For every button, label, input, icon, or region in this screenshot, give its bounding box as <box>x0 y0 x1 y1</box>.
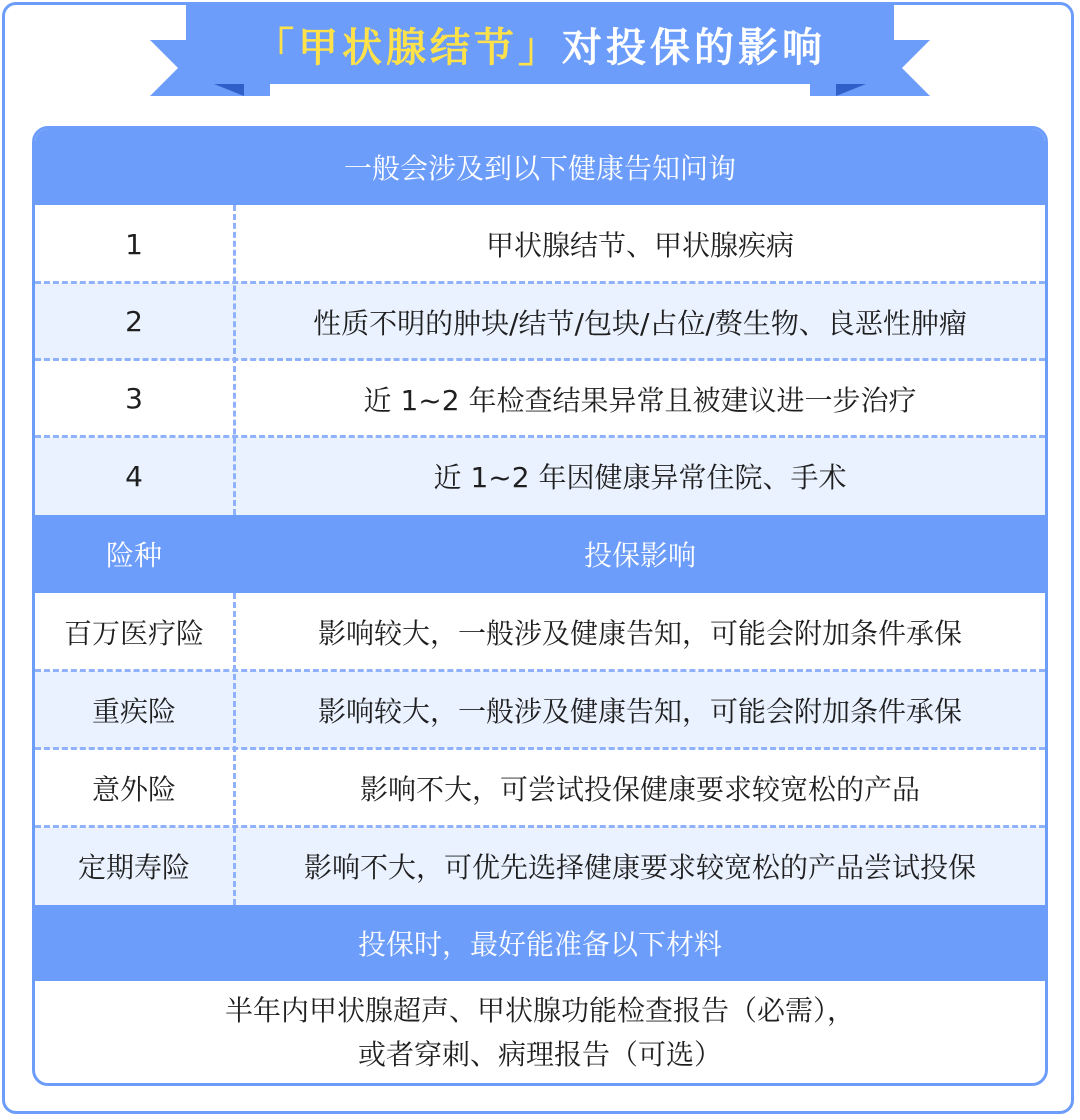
health-row-number: 2 <box>125 305 143 338</box>
materials-line-2: 或者穿刺、病理报告（可选） <box>357 1038 722 1071</box>
health-row-text: 近 1~2 年检查结果异常且被建议进一步治疗 <box>363 383 917 417</box>
insurance-impact: 影响不大，可优先选择健康要求较宽松的产品尝试投保 <box>303 851 976 884</box>
insurance-impact: 影响较大，一般涉及健康告知，可能会附加条件承保 <box>317 695 962 728</box>
health-row-text: 近 1~2 年因健康异常住院、手术 <box>433 461 847 494</box>
health-row-number: 1 <box>125 227 143 261</box>
insurance-impact: 影响较大，一般涉及健康告知，可能会附加条件承保 <box>317 617 962 650</box>
info-card <box>32 126 1048 1086</box>
title-banner <box>186 4 894 84</box>
insurance-col-impact: 投保影响 <box>583 539 696 572</box>
materials-line-1: 半年内甲状腺超声、甲状腺功能检查报告（必需）， <box>224 994 855 1027</box>
health-row-text: 甲状腺结节、甲状腺疾病 <box>485 229 794 262</box>
row-divider <box>35 281 1045 284</box>
column-divider <box>233 593 236 905</box>
insurance-row <box>35 827 1045 905</box>
insurance-col-type: 险种 <box>105 539 162 572</box>
row-divider <box>35 825 1045 828</box>
insurance-row <box>35 593 1045 671</box>
insurance-type: 百万医疗险 <box>63 617 204 650</box>
row-divider <box>35 435 1045 438</box>
health-header-row <box>35 129 1045 205</box>
health-header: 一般会涉及到以下健康告知问询 <box>343 152 736 185</box>
row-divider <box>35 669 1045 672</box>
health-row-text: 性质不明的肿块/结节/包块/占位/赘生物、良恶性肿瘤 <box>313 306 967 340</box>
health-row-number: 3 <box>125 382 143 415</box>
insurance-type: 意外险 <box>91 773 176 806</box>
insurance-row <box>35 671 1045 749</box>
title-highlight: 「甲状腺结节」 <box>254 24 562 71</box>
health-row <box>35 360 1045 437</box>
insurance-row <box>35 749 1045 827</box>
column-divider <box>233 205 236 515</box>
materials-body <box>35 981 1045 1085</box>
row-divider <box>35 747 1045 750</box>
row-divider <box>35 358 1045 361</box>
insurance-type: 重疾险 <box>91 695 176 728</box>
health-row <box>35 437 1045 515</box>
materials-text <box>35 981 1045 1085</box>
health-row <box>35 205 1045 283</box>
materials-header: 投保时，最好能准备以下材料 <box>357 928 722 961</box>
insurance-type: 定期寿险 <box>77 851 190 884</box>
materials-header-row <box>35 905 1045 981</box>
health-row-number: 4 <box>125 459 143 493</box>
health-row <box>35 283 1045 360</box>
title-rest: 对投保的影响 <box>562 24 826 71</box>
insurance-impact: 影响不大，可尝试投保健康要求较宽松的产品 <box>359 773 920 806</box>
insurance-header-row <box>35 515 1045 593</box>
